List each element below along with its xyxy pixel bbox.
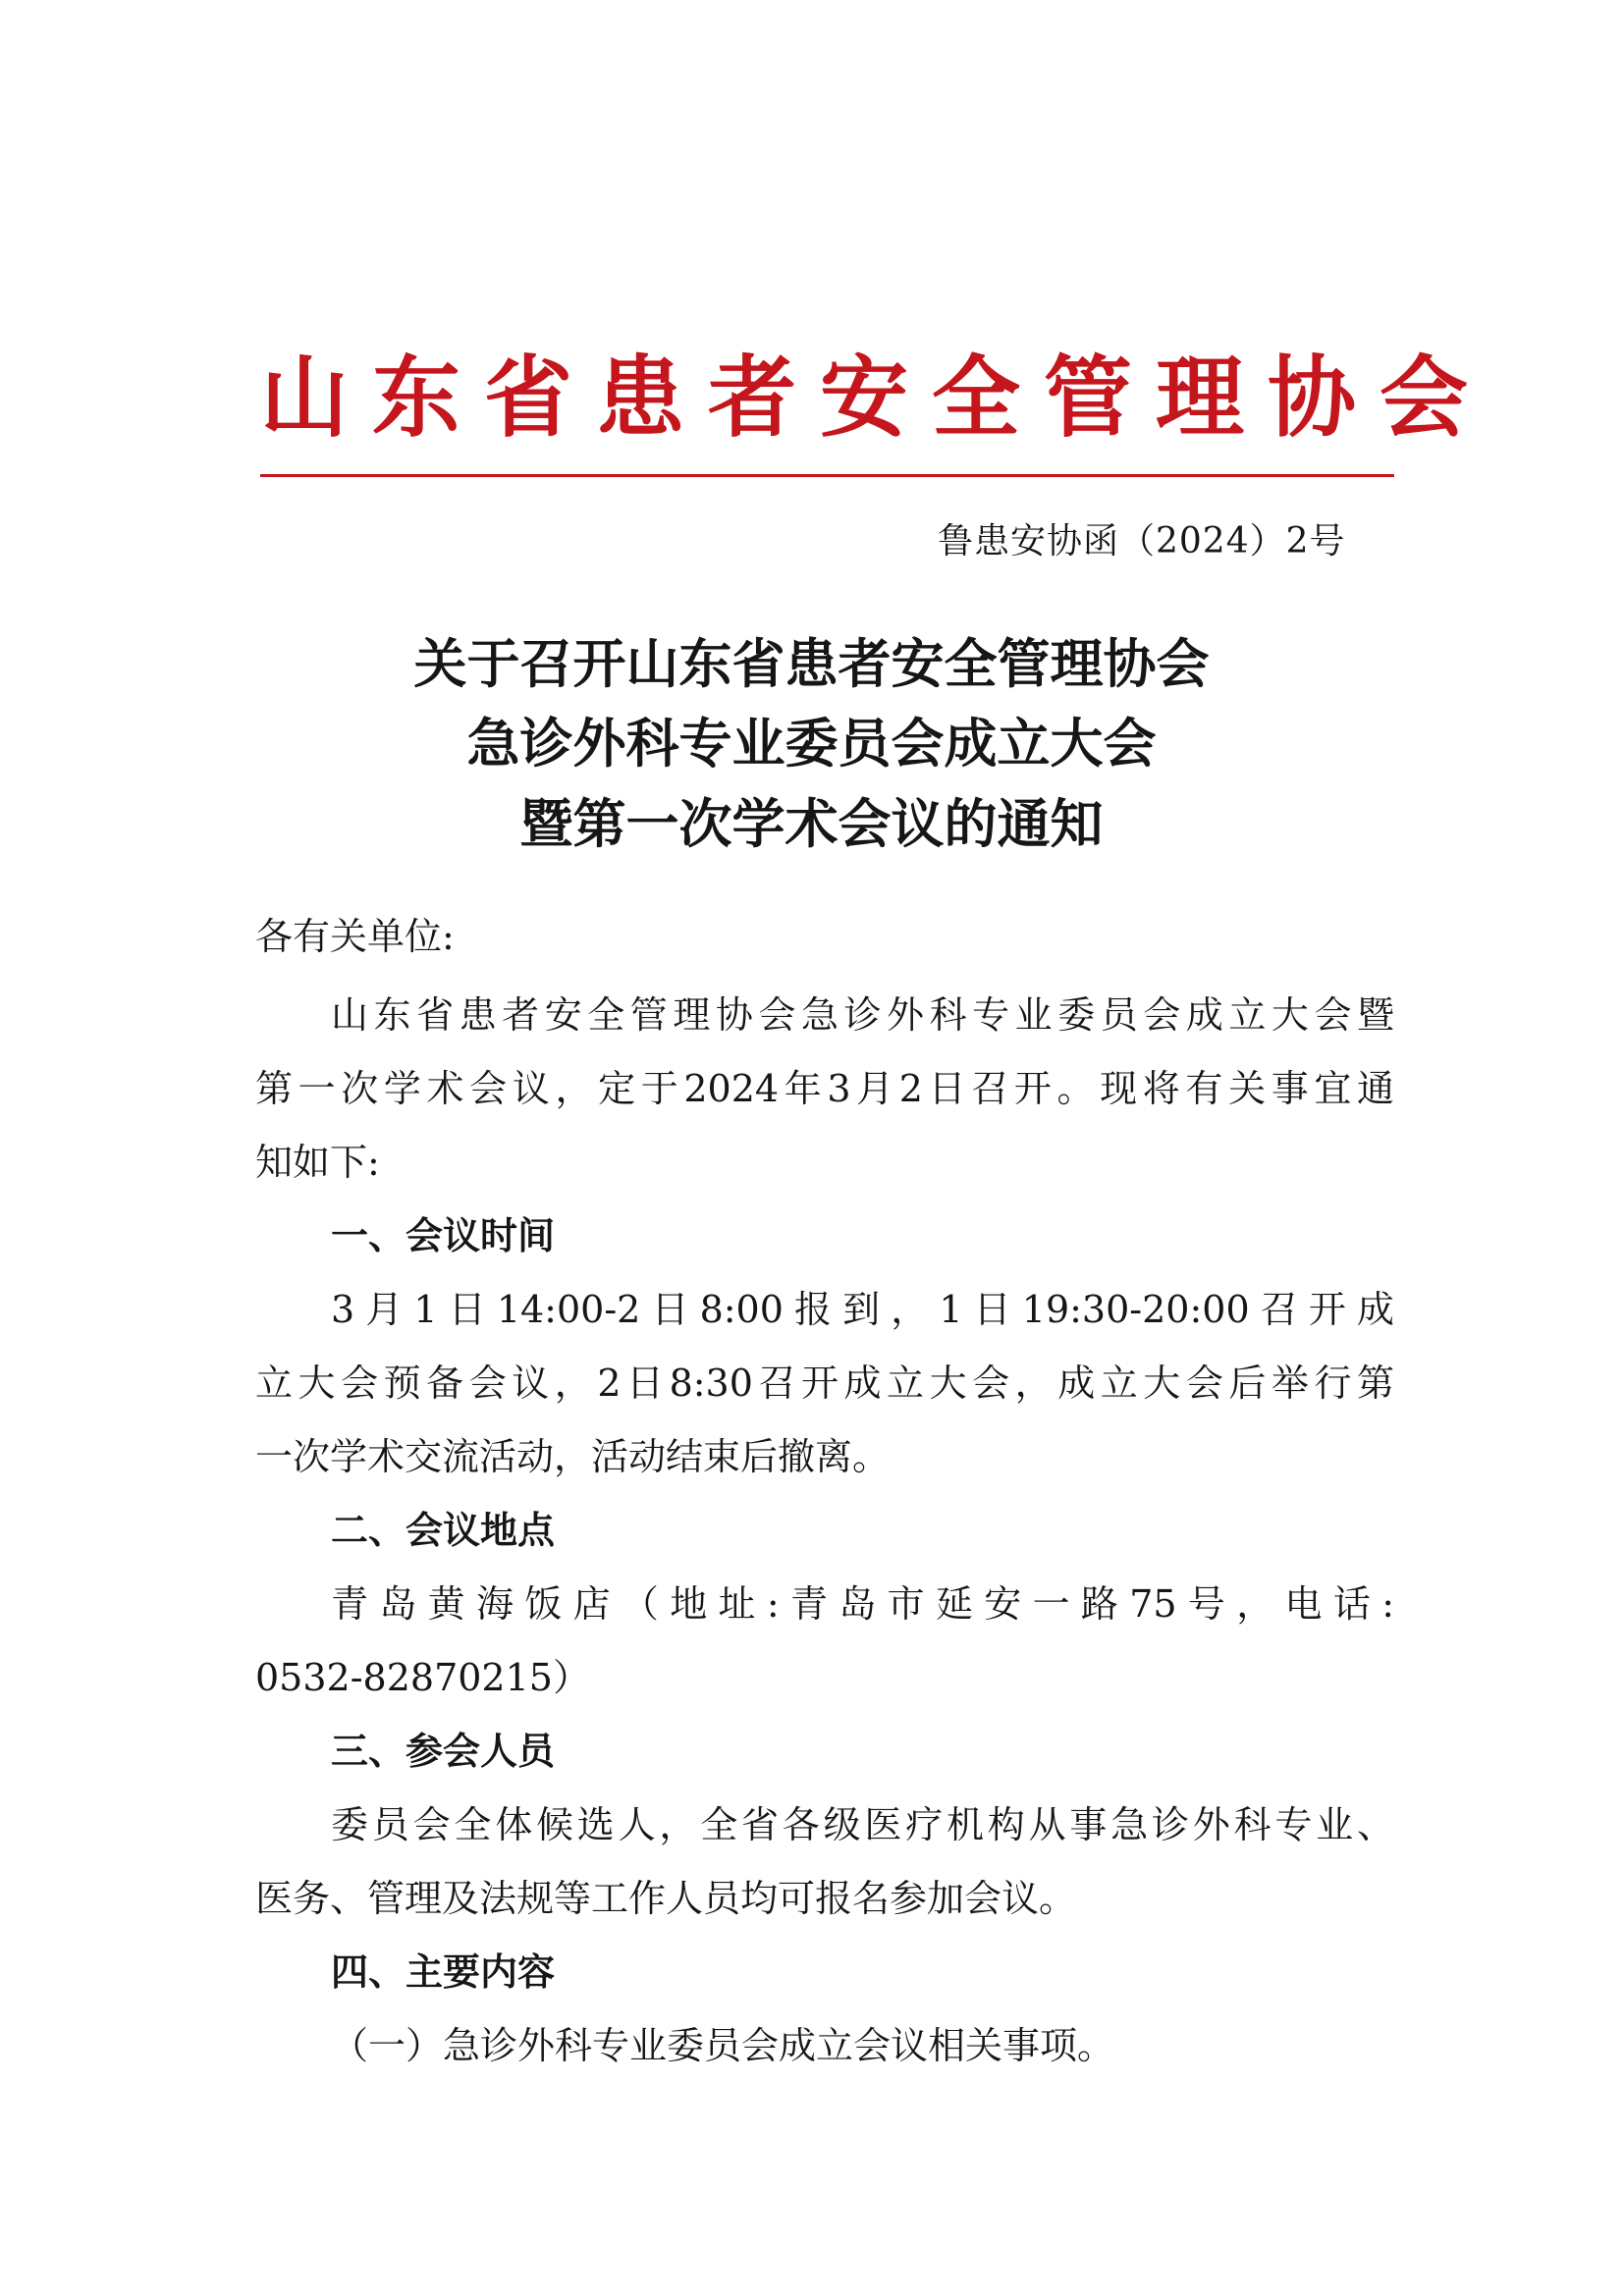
document-title-line-1: 关于召开山东省患者安全管理协会 [413, 633, 1210, 695]
intro-line: 第一次学术会议，定于2024年3月2日召开。现将有关事宜通 [255, 1067, 1394, 1110]
document-title-line-3: 暨第一次学术会议的通知 [519, 793, 1104, 855]
section-text-line: （一）急诊外科专业委员会成立会议相关事项。 [331, 2024, 1115, 2067]
section-text-line: 3月1日14:00-2日8:00报到，1日19:30-20:00召开成 [331, 1288, 1394, 1331]
section-heading-content: 四、主要内容 [331, 1950, 556, 1994]
section-heading-location: 二、会议地点 [331, 1509, 556, 1552]
section-text-line: 青岛黄海饭店（地址:青岛市延安一路75号，电话: [331, 1582, 1394, 1626]
organization-letterhead: 山东省患者安全管理协会 [260, 346, 1491, 450]
section-text-line: 一次学术交流活动，活动结束后撤离。 [255, 1435, 891, 1478]
section-heading-time: 一、会议时间 [331, 1214, 556, 1257]
section-text-line: 医务、管理及法规等工作人员均可报名参加会议。 [255, 1877, 1077, 1920]
section-text-line: 立大会预备会议，2日8:30召开成立大会，成立大会后举行第 [255, 1362, 1394, 1405]
document-title-line-2: 急诊外科专业委员会成立大会 [466, 713, 1157, 774]
document-number: 鲁患安协函（2024）2号 [938, 521, 1346, 561]
intro-line: 山东省患者安全管理协会急诊外科专业委员会成立大会暨 [331, 993, 1394, 1037]
salutation: 各有关单位: [255, 915, 455, 958]
section-text-line: 委员会全体候选人，全省各级医疗机构从事急诊外科专业、 [331, 1803, 1394, 1846]
section-heading-attendees: 三、参会人员 [331, 1730, 556, 1773]
intro-line: 知如下: [255, 1141, 380, 1184]
section-text-line: 0532-82870215） [255, 1656, 590, 1699]
letterhead-red-divider [260, 474, 1394, 477]
